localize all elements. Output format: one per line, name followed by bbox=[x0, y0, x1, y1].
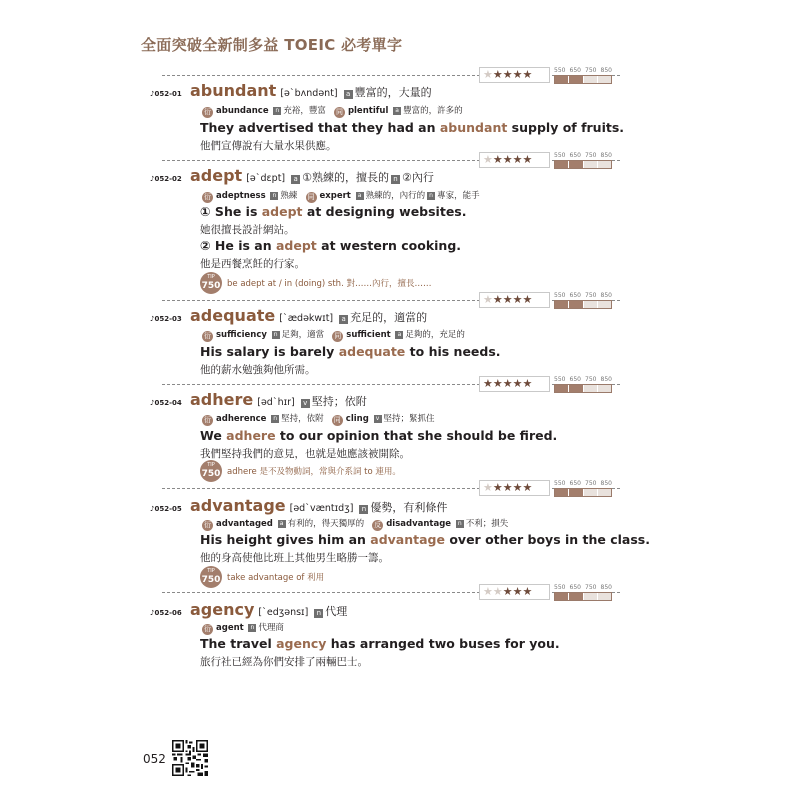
derivatives-row: 衍 sufficiency n 足夠，適當 同 sufficient a 足夠的，充足的 bbox=[204, 330, 465, 340]
star-rating: ★★★★★ bbox=[479, 292, 550, 308]
audio-track-label[interactable]: ♪052-05 bbox=[150, 505, 182, 513]
qr-code-icon[interactable] bbox=[172, 740, 208, 776]
part-of-speech: a bbox=[344, 90, 353, 99]
example-sentence: We adhere to our opinion that she should be fired. bbox=[200, 428, 558, 443]
phonetic: [əd`hɪr] bbox=[257, 397, 295, 408]
derivatives-row: 衍 adherence n 堅持，依附 同 cling v 堅持；緊抓住 bbox=[204, 414, 435, 424]
audio-track-label[interactable]: ♪052-03 bbox=[150, 315, 182, 323]
example-translation: 我們堅持我們的意見，也就是她應該被開除。 bbox=[200, 448, 410, 460]
vocab-entry-advantage bbox=[150, 480, 650, 600]
example-translation: 他的身高使他比班上其他男生略勝一籌。 bbox=[200, 552, 389, 564]
level-meter: 550 650 750 850 bbox=[554, 152, 612, 169]
headword: adept bbox=[190, 166, 243, 185]
vocab-entry-agency bbox=[150, 584, 620, 669]
star-rating: ★★★★★ bbox=[479, 376, 550, 392]
difficulty-rating bbox=[479, 152, 612, 169]
page-number: 052 bbox=[143, 752, 166, 766]
book-title: 全面突破全新制多益 TOEIC 必考單字 bbox=[141, 36, 403, 54]
example-sentence: They advertised that they had an abundant supply of fruits. bbox=[200, 120, 625, 135]
level-meter: 550 650 750 850 bbox=[554, 376, 612, 393]
level-meter: 550 650 750 850 bbox=[554, 67, 612, 84]
audio-track-label[interactable]: ♪052-01 bbox=[150, 90, 182, 98]
headword: adhere bbox=[190, 390, 254, 409]
example-translation: 她很擅長設計網站。 bbox=[200, 224, 295, 236]
example-sentence: His height gives him an advantage over other boys in the class. bbox=[200, 532, 650, 547]
tip-note: TIP 750 be adept at / in (doing) sth. 對……內行，擅長…… bbox=[200, 272, 431, 294]
audio-track-label[interactable]: ♪052-04 bbox=[150, 399, 182, 407]
example-translation: 他們宣傳說有大量水果供應。 bbox=[200, 140, 337, 152]
vocab-entry-adequate bbox=[150, 292, 620, 377]
tip-badge: TIP 750 bbox=[200, 272, 222, 294]
level-meter: 550 650 750 850 bbox=[554, 584, 612, 601]
level-meter: 550 650 750 850 bbox=[554, 292, 612, 309]
tip-badge: TIP 750 bbox=[200, 460, 222, 482]
part-of-speech: v bbox=[301, 399, 310, 408]
phonetic: [əd`væntɪdʒ] bbox=[289, 503, 354, 514]
phonetic: [ə`bʌndənt] bbox=[280, 88, 338, 99]
example-translation: 旅行社已經為你們安排了兩輛巴士。 bbox=[200, 656, 368, 668]
difficulty-rating bbox=[479, 584, 612, 601]
star-rating: ★★★★★ bbox=[479, 480, 550, 496]
definition: ②內行 bbox=[402, 171, 434, 184]
phonetic: [`ædəkwɪt] bbox=[279, 313, 334, 324]
tip-badge: TIP 750 bbox=[200, 566, 222, 588]
example-translation: 他是西餐烹飪的行家。 bbox=[200, 258, 305, 270]
difficulty-rating bbox=[479, 480, 612, 497]
headword: agency bbox=[190, 600, 255, 619]
example-sentence: ② He is an adept at western cooking. bbox=[200, 238, 462, 253]
part-of-speech: n bbox=[359, 505, 368, 514]
star-rating: ★★★★★ bbox=[479, 67, 550, 83]
level-meter: 550 650 750 850 bbox=[554, 480, 612, 497]
example-translation: 他的薪水勉強夠他所需。 bbox=[200, 364, 316, 376]
definition: 充足的，適當的 bbox=[350, 311, 428, 324]
phonetic: [ə`dɛpt] bbox=[246, 173, 286, 184]
difficulty-rating bbox=[479, 67, 612, 84]
example-sentence: His salary is barely adequate to his needs. bbox=[200, 344, 501, 359]
part-of-speech: a bbox=[339, 315, 348, 324]
vocab-entry-adhere bbox=[150, 376, 620, 486]
definition: 代理 bbox=[325, 605, 348, 618]
derivatives-row: 衍 abundance n 充裕，豐富 同 plentiful a 豐富的，許多的 bbox=[204, 106, 463, 116]
derivatives-row: 衍 adeptness n 熟練 同 expert a 熟練的，內行的 n 專家，能手 bbox=[204, 191, 480, 201]
example-sentence: The travel agency has arranged two buses for you. bbox=[200, 636, 560, 651]
audio-track-label[interactable]: ♪052-06 bbox=[150, 609, 182, 617]
star-rating: ★★★★★ bbox=[479, 152, 550, 168]
definition: 豐富的，大量的 bbox=[354, 86, 432, 99]
part-of-speech: a bbox=[291, 175, 300, 184]
vocab-entry-abundant bbox=[150, 67, 625, 152]
derivatives-row: 衍 agent n 代理商 bbox=[204, 623, 284, 633]
example-sentence: ① She is adept at designing websites. bbox=[200, 204, 467, 219]
tip-note: TIP 750 take advantage of 利用 bbox=[200, 566, 324, 588]
difficulty-rating bbox=[479, 292, 612, 309]
headword: advantage bbox=[190, 496, 286, 515]
part-of-speech: n bbox=[391, 175, 400, 184]
definition: ①熟練的，擅長的 bbox=[302, 171, 390, 184]
definition: 堅持；依附 bbox=[311, 395, 367, 408]
vocab-entry-adept bbox=[150, 152, 620, 297]
headword: adequate bbox=[190, 306, 276, 325]
audio-track-label[interactable]: ♪052-02 bbox=[150, 175, 182, 183]
definition: 優勢，有利條件 bbox=[370, 501, 448, 514]
star-rating: ★★★★★ bbox=[479, 584, 550, 600]
tip-note: TIP 750 adhere 是不及物動詞，常與介系詞 to 連用。 bbox=[200, 460, 401, 482]
headword: abundant bbox=[190, 81, 277, 100]
difficulty-rating bbox=[479, 376, 612, 393]
part-of-speech: n bbox=[314, 609, 323, 618]
phonetic: [`edʒənsɪ] bbox=[258, 607, 309, 618]
derivatives-row: 衍 advantaged a 有利的，得天獨厚的 反 disadvantage n 不利；損失 bbox=[204, 519, 509, 529]
